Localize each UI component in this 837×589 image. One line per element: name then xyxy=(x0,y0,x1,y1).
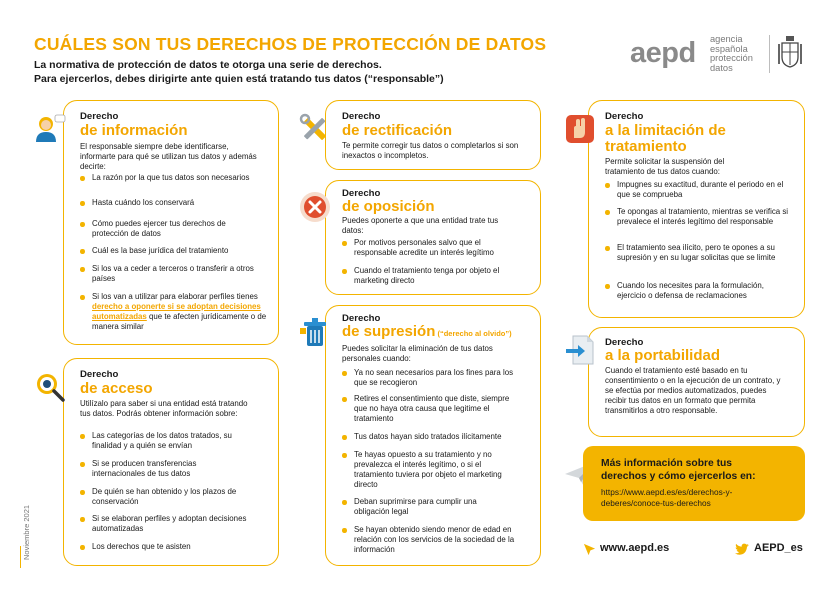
acceso-heading: de acceso xyxy=(80,380,153,397)
logo-tagline xyxy=(710,35,753,73)
logo-tag-line-2: española xyxy=(710,43,748,54)
list-item: Por motivos personales salvo que el responsable acredite un interés legítimo xyxy=(342,238,522,258)
list-item: Cómo puedes ejercer tus derechos de protección de datos xyxy=(80,219,260,239)
logo-wordmark: aepd xyxy=(630,37,696,69)
informacion-heading: de información xyxy=(80,122,188,139)
cursor-arrow-icon xyxy=(583,543,596,556)
page-subtitle xyxy=(34,58,444,86)
list-item: Retires el consentimiento que diste, siempre que no haya otra causa que legitime el tratamiento xyxy=(342,394,512,424)
acceso-pre: Derecho xyxy=(80,369,119,380)
list-item: Deban suprimirse para cumplir una obligación legal xyxy=(342,497,512,517)
list-item: Hasta cuándo los conservará xyxy=(80,198,270,208)
limitacion-heading-line-2: tratamiento xyxy=(605,138,687,155)
rectificacion-intro: Te permite corregir tus datos o completarlos si son inexactos o incompletos. xyxy=(342,141,519,160)
logo-divider xyxy=(769,35,770,73)
list-item: Si se elaboran perfiles y adoptan decisiones automatizadas xyxy=(80,514,250,534)
publication-date: Noviembre 2021 xyxy=(22,504,31,560)
subtitle-line-1: La normativa de protección de datos te otorga una serie de derechos. xyxy=(34,59,382,71)
informacion-last-text-end: que te afecten jurídicamente o de manera similar xyxy=(92,312,267,331)
limitacion-heading xyxy=(605,123,726,155)
more-info-link-line-1[interactable]: https://www.aepd.es/es/derechos-y- xyxy=(601,487,733,497)
rectificacion-heading: de rectificación xyxy=(342,122,453,139)
acceso-intro: Utilízalo para saber si una entidad está tratando tus datos. Podrás obtener información sobre: xyxy=(80,399,248,418)
list-item: La razón por la que tus datos son necesarios xyxy=(80,173,270,183)
informacion-highlight: derecho a oponerte si se adoptan decisiones automatizadas xyxy=(92,302,261,321)
list-item: Te hayas opuesto a su tratamiento y no prevalezca el interés legítimo, o si el tratamiento tuviera por objeto el marketing directo xyxy=(342,450,517,490)
magnifier-icon xyxy=(33,370,67,404)
list-item: Cuando los necesites para la formulación, ejercicio o defensa de reclamaciones xyxy=(605,281,790,301)
limitacion-heading-line-1: a la limitación de xyxy=(605,122,726,139)
more-info-title xyxy=(601,457,756,483)
list-item: De quién se han obtenido y los plazos de conservación xyxy=(80,487,270,507)
subtitle-line-2: Para ejercerlos, debes dirigirte ante quien está tratando tus datos (“responsable”) xyxy=(34,73,444,85)
list-item: Si los va a ceder a terceros o transferir a otros países xyxy=(80,264,260,284)
info-person-icon xyxy=(33,112,67,146)
list-item: El tratamiento sea ilícito, pero te opones a su supresión y en su lugar solicitas que se limite xyxy=(605,243,795,263)
supresion-pre: Derecho xyxy=(342,313,381,324)
list-item: Te opongas al tratamiento, mientras se verifica si prevalece el interés legítimo del responsable xyxy=(605,207,795,227)
supresion-heading-small: (“derecho al olvido”) xyxy=(435,329,512,338)
cross-circle-icon xyxy=(298,190,332,224)
logo-tag-line-1: agencia xyxy=(710,34,743,44)
pencil-wrench-icon xyxy=(298,112,332,146)
list-item: Ya no sean necesarios para los fines para los que se recogieron xyxy=(342,368,527,388)
oposicion-heading: de oposición xyxy=(342,198,435,215)
list-item: Las categorías de los datos tratados, su finalidad y a quién se envían xyxy=(80,431,260,451)
more-info-box xyxy=(583,446,805,521)
page-title: CUÁLES SON TUS DERECHOS DE PROTECCIÓN DE DATOS xyxy=(34,34,547,54)
list-item: Los derechos que te asisten xyxy=(80,542,270,552)
aepd-logo xyxy=(630,33,810,77)
more-info-link-line-2[interactable]: deberes/conoce-tus-derechos xyxy=(601,498,711,508)
twitter-icon xyxy=(735,543,750,556)
footer-website-link[interactable]: www.aepd.es xyxy=(600,542,670,554)
logo-tag-line-4: datos xyxy=(710,62,733,73)
oposicion-intro: Puedes oponerte a que una entidad trate tus datos: xyxy=(342,216,499,235)
more-info-title-line-1: Más información sobre tus xyxy=(601,458,733,469)
file-transfer-icon xyxy=(563,333,597,367)
supresion-intro: Puedes solicitar la eliminación de tus datos personales cuando: xyxy=(342,344,493,363)
trash-bin-icon xyxy=(298,316,332,350)
list-item: Impugnes su exactitud, durante el periodo en el que se comprueba xyxy=(605,180,795,200)
supresion-heading xyxy=(342,324,512,342)
portabilidad-pre: Derecho xyxy=(605,337,644,348)
logo-tag-line-3: protección xyxy=(710,53,753,63)
limitacion-pre: Derecho xyxy=(605,111,644,122)
supresion-heading-text: de supresión xyxy=(342,323,436,340)
portabilidad-heading: a la portabilidad xyxy=(605,347,721,364)
list-item: Si se producen transferencias internacionales de tus datos xyxy=(80,459,245,479)
informacion-intro: El responsable siempre debe identificarse, informarte para qué se utilizan tus datos y además decirte: xyxy=(80,142,257,171)
stop-hand-icon xyxy=(563,112,597,146)
list-item: Se hayan obtenido siendo menor de edad en relación con los servicios de la sociedad de la información xyxy=(342,525,532,555)
rectificacion-pre: Derecho xyxy=(342,111,381,122)
limitacion-intro: Permite solicitar la suspensión del tratamiento de tus datos cuando: xyxy=(605,157,725,176)
list-item: Cuál es la base jurídica del tratamiento xyxy=(80,246,270,256)
informacion-pre: Derecho xyxy=(80,111,119,122)
footer-twitter-link[interactable]: AEPD_es xyxy=(754,542,803,554)
informacion-last-text: Si los van a utilizar para elaborar perfiles tienes xyxy=(92,292,258,301)
list-item: Cuando el tratamiento tenga por objeto el marketing directo xyxy=(342,266,517,286)
list-item xyxy=(80,292,270,332)
list-item: Tus datos hayan sido tratados ilícitamente xyxy=(342,432,532,442)
date-accent-line xyxy=(20,546,21,568)
oposicion-pre: Derecho xyxy=(342,188,381,199)
more-info-title-line-2: derechos y cómo ejercerlos en: xyxy=(601,471,756,482)
coat-of-arms-icon xyxy=(777,34,803,74)
portabilidad-intro: Cuando el tratamiento esté basado en tu consentimiento o en la ejecución de un contrato, y se efectúa por medios automatizados, puedes recibir tus datos en un formato que permita transmitirlos a otro responsable. xyxy=(605,366,781,415)
more-info-link[interactable] xyxy=(601,487,732,509)
